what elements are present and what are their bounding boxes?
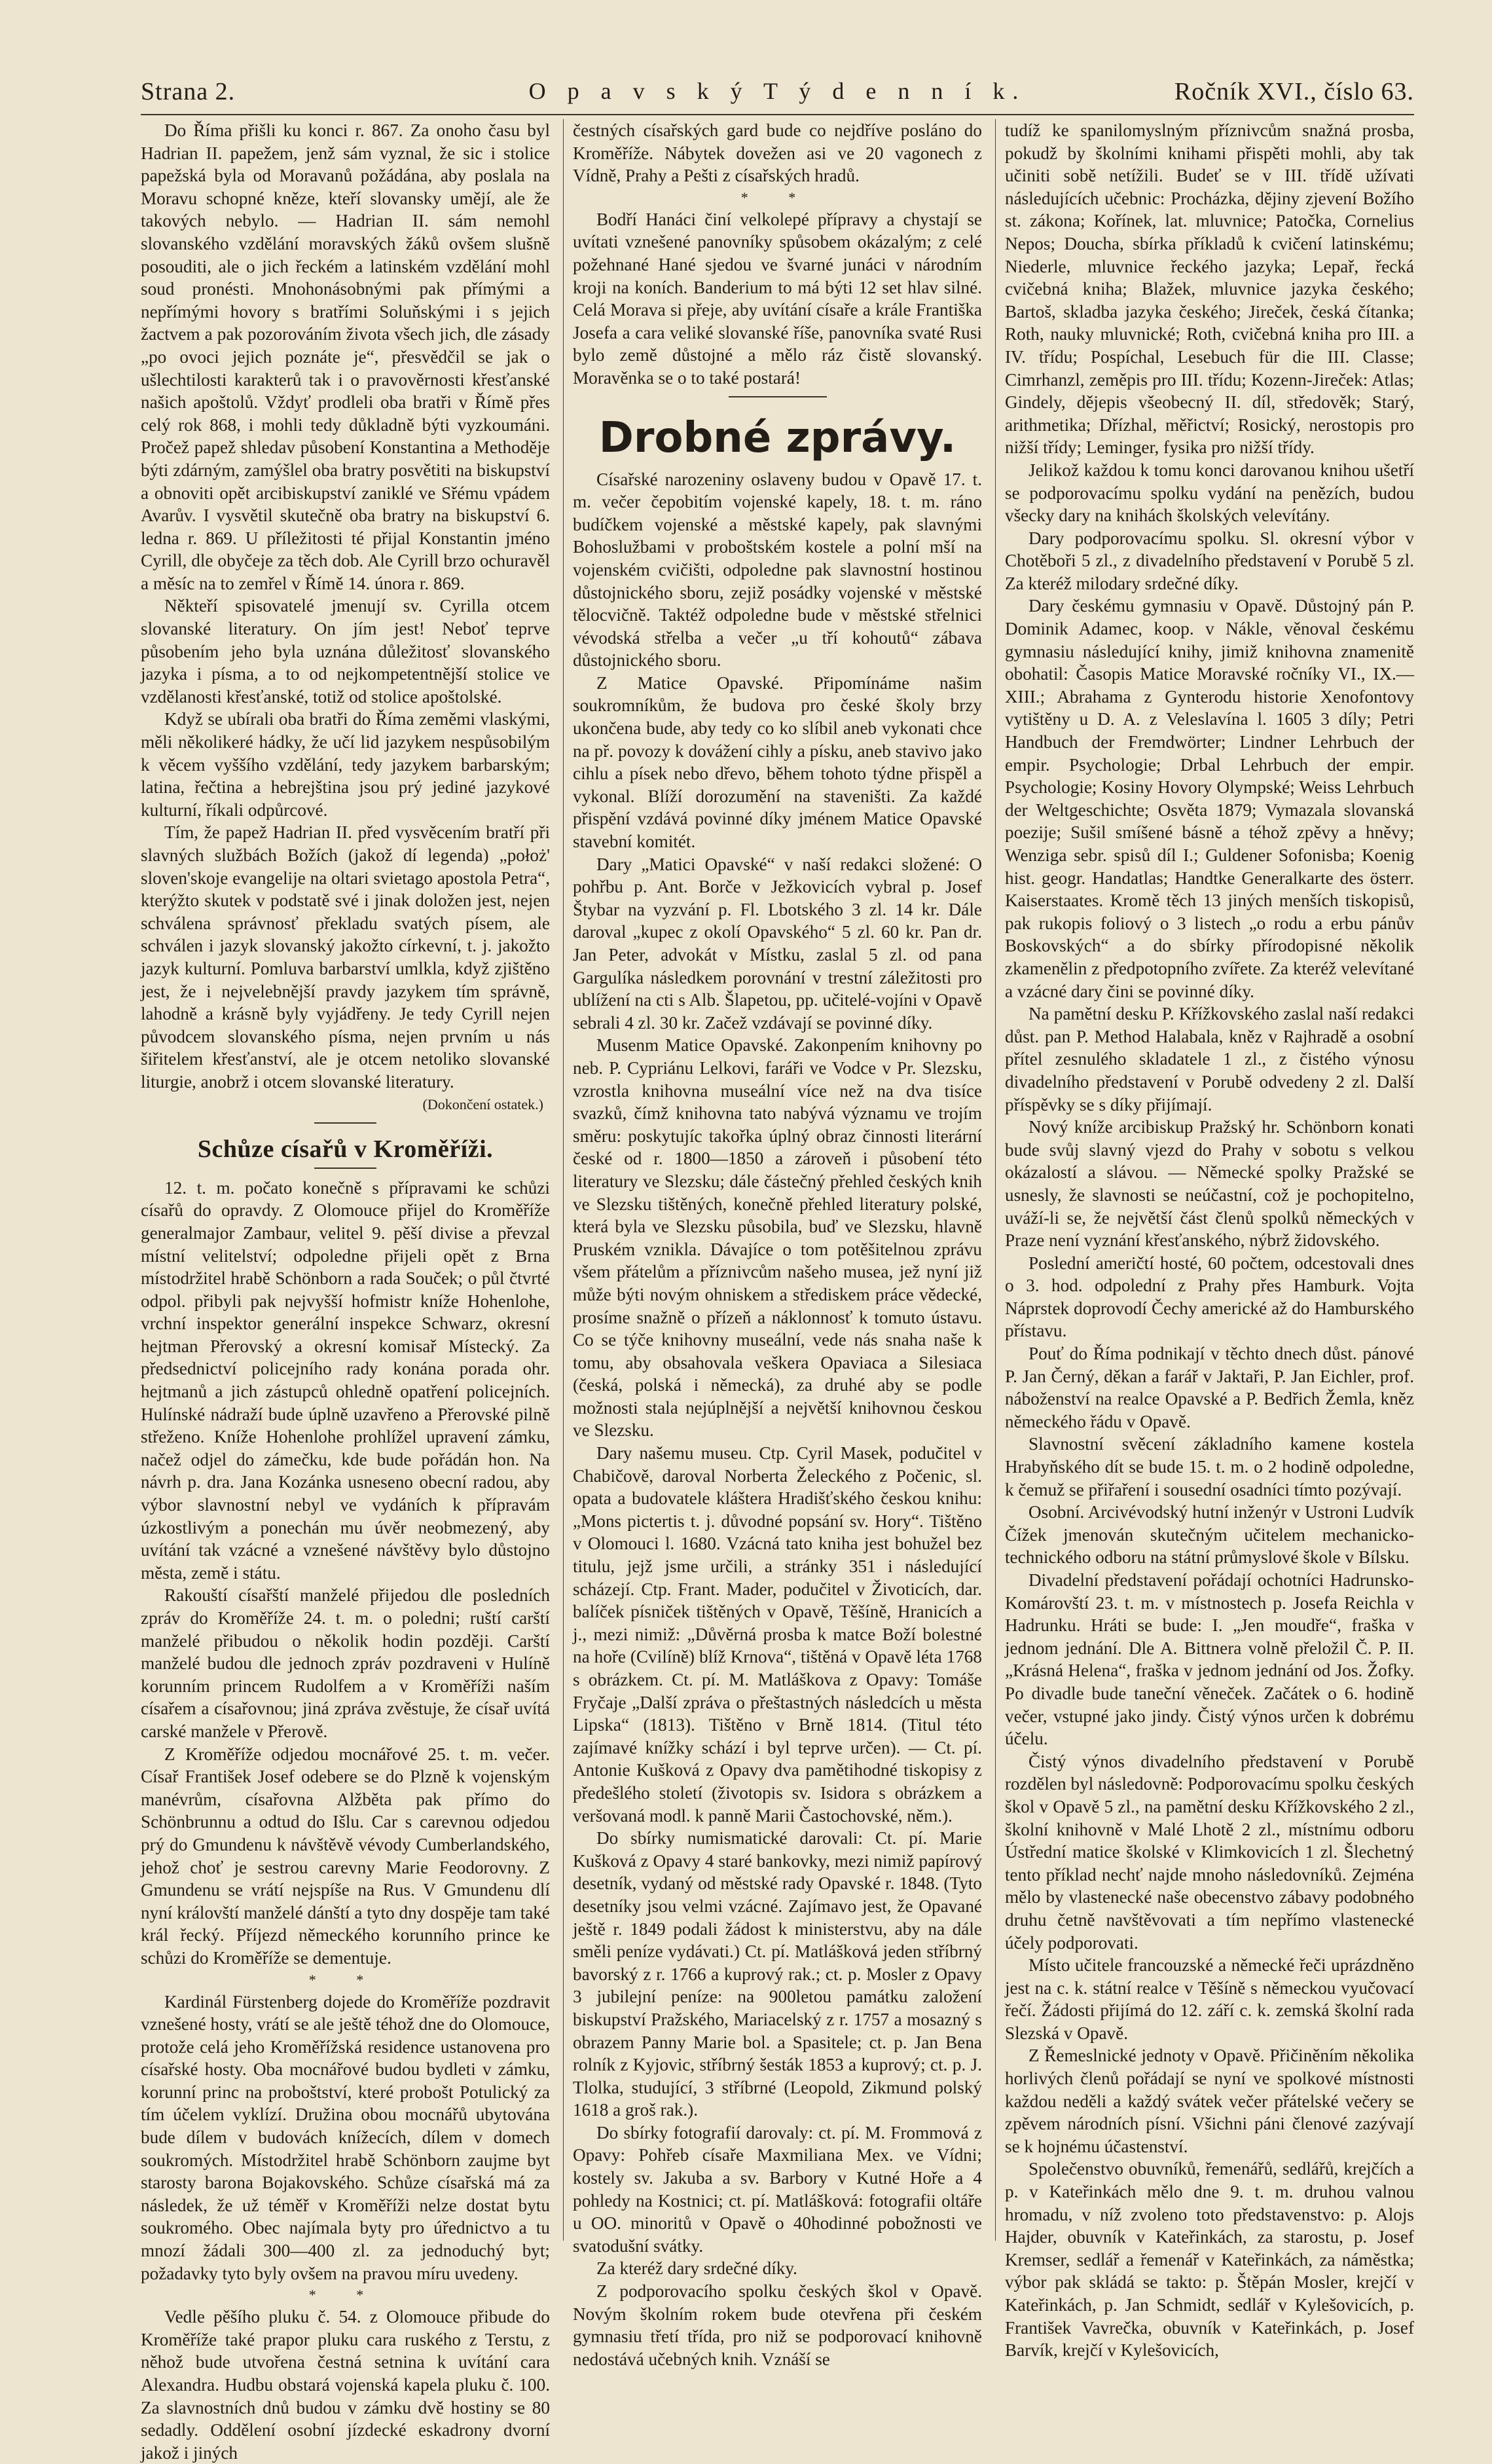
news-item: Dary našemu museu. Ctp. Cyril Masek, podučitel v Chabičově, daroval Norberta Želeckého z Počenic, sl. opata a budovatele kláštera Hradišťského českou knihu: „Mons pictertis t. j. důvodné popsání sv. Hory“. Tištěno v Olomouci l. 1680. Vzácná tato kniha jest bohužel bez titulu, jejž jsme určili, a stránky 351 i následující scházejí. Ctp. Frant. Mader, podučitel v Životicích, dar. balíček písniček tištěných v Opavě, Těšíně, Hranicích a j., mezi nimiž: „Důvěrná prosba k matce Boží bolestné na hoře (Cvilíně) blíž Krnova“, tištěná v Opavě léta 1768 s obrázkem. Ct. pí. M. Matláškova z Opavy: Tomáše Fryčaje „Další zpráva o přeštastných následcích u města Lipska“ (1813). Tištěno v Brně 1814. (Titul této zajímavé knížky schází i byl teprve určen). — Ct. pí. Antonie Kušková z Opavy dva pamětihodné tiskopisy z předešlého století (životopis sv. Isidora s obrázkem a veršovaná modl. k panně Marii Častochovské, něm.). [573,1443,982,1826]
news-item: Dary podporovacímu spolku. Sl. okresní výbor v Chotěboři 5 zl., z divadelního představení v Porubě 5 zl. Za kteréž milodary srdečné díky. [1005,528,1414,593]
column-divider [563,119,564,2241]
news-item: Nový kníže arcibiskup Pražský hr. Schönborn konati bude svůj slavný vjezd do Prahy v sobotu s velkou okázalostí a slávou. — Německé spolky Pražské se usnesly, že slavnosti se neúčastní, což je pochopitelno, uváží-li se, že největší část členů spolků německých v Praze není vyznání křesťanského, nýbrž židovského. [1005,1117,1414,1251]
news-item: Z podporovacího spolku českých škol v Opavě. Novým školním rokem bude otevřena při českém gymnasiu třetí třída, pro niž se podporovací knihovně nedostává učebných knih. Vznáší se [573,2281,982,2369]
masthead [141,77,1414,117]
news-item: Poslední američtí hosté, 60 počtem, odcestovali dnes o 3. hod. odpolední z Prahy přes Hamburk. Vojta Náprstek doprovodí Čechy americké až do Hamburského přístavu. [1005,1253,1414,1341]
news-item: Společenstvo obuvníků, řemenářů, sedlářů, krejčích a p. v Kateřinkách mělo dne 9. t. m. druhou valnou hromadu, v níž zvoleno toto představenstvo: p. Alojs Hajder, obuvník v Kateřinkách, za starostu, p. Josef Kremser, sedlář a řemenář v Kateřinkách, za náměstka; výbor pak skládá se takto: p. Štěpán Mosler, krejčí v Kateřinkách, p. Jan Schmidt, sedlář v Kylešovicích, p. František Vavrečka, obuvník v Kateřinkách, p. Josef Barvík, krejčí v Kylešovicích, [1005,2159,1414,2361]
column-divider [995,119,996,2241]
column-2 [573,119,982,2369]
news-item: Dary českému gymnasiu v Opavě. Důstojný pán P. Dominik Adamec, koop. v Nákle, věnoval českému gymnasiu následující knihy, jimiž knihovna znamenitě obohatil: Časopis Matice Moravské ročníky VI., IX.—XIII.; Abrahama z Gynterodu historie Xenofontovy vytištěny u D. A. z Veleslavína l. 1605 3 díly; Petri Handbuch der Fremdwörter; Lindner Lehrbuch der empir. Psychologie; Drbal Lehrbuch der empir. Psychologie; Kosiny Hovory Olympské; Weiss Lehrbuch der Weltgeschichte; Osvěta 1879; Vymazala slovanská poezije; Sušil smíšené básně a téhož zpěvy a hněvy; Wenziga sebr. spisů díl I.; Guldener Sofonisba; Koenig hist. geogr. Handatlas; Handtke Generalkarte des österr. Kaiserstaates. Kromě těch 13 jiných menších tiskopisů, pak rukopis foliový o 3 listech „o rodu a erbu pánův Boskovských“ a do sbírky přírodopisné několik zkamenělin z předpotopního zvířete. Za kteréž velevítané a vzácné dary čini se povinné díky. [1005,596,1414,1001]
article-paragraph: Vedle pěšího pluku č. 54. z Olomouce přibude do Kroměříže také prapor pluku cara ruského z Terstu, z něhož bude utvořena čestná setnina k uvítání cara Alexandra. Hudbu obstará vojenská kapela pluku č. 100. Za slavnostních dnů budou v zámku dvě hostiny se 80 sedadly. Oddělení osobní jízdecké eskadrony dvorní jakož i jiných [141,2307,550,2463]
headline-drobne-zpravy: Drobné zprávy. [598,413,956,462]
asterism: * * [308,2287,382,2304]
article-paragraph: Někteří spisovatelé jmenují sv. Cyrilla otcem slovanské literatury. On jím jest! Neboť teprve působením jeho byla uznána důležitosť slovanského jazyka i písma, a to od nejkompetentnější stolice ve vzdělanosti křesťanské, totiž od stolice apoštolské. [141,596,550,707]
news-item: Divadelní představení pořádají ochotníci Hadrunsko-Komárovští 23. t. m. v místnostech p. Josefa Reichla v Hadrunku. Hráti se bude: I. „Jen moudře“, fraška v jednom jednání. Dle A. Bittnera volně přeložil Č. P. II. „Krásná Helena“, fraška v jednom jednání od Jos. Žofky. Po divadle bude taneční věneček. Začátek o 6. hodině večer, vstupné jako jindy. Čistý výnos určen k dobrému účelu. [1005,1570,1414,1749]
article-paragraph: čestných císařských gard bude co nejdříve posláno do Kroměříže. Nábytek dovežen asi ve 20 vagonech z Vídně, Prahy a Pešti z císařských hradů. [573,120,982,186]
news-item: tudíž ke spanilomyslným příznivcům snažná prosba, pokudž by školními knihami přispěti mohli, aby tak učiniti sobě netížili. Budeť se v III. třídě užívati následujících učebnic: Procházka, dějiny zjevení Božího st. zákona; Kořínek, lat. mluvnice; Patočka, Cornelius Nepos; Doucha, sbírka příkladů k cvičení latinskému; Niederle, mluvnice řeckého jazyka; Lepař, řecká cvičebná kniha; Blažek, mluvnice jazyka českého; Bartoš, skladba jazyka českého; Jireček, česká čítanka; Roth, nauky mluvnické; Roth, cvičebná kniha pro III. a IV. třídu; Pospíchal, Lesebuch für die III. Classe; Cimrhanzl, zeměpis pro III. třídu; Kozenn-Jireček: Atlas; Gindely, dějepis všeobecný II. díl, středověk; Starý, arithmetika; Dřízhal, měřictví; Rosický, nerostopis pro nižší třídy; Leminger, fysika pro nižší třídy. [1005,120,1414,458]
news-item: Osobní. Arcivévodský hutní inženýr v Ustroni Ludvík Čížek jmenován skutečným učitelem mechanicko-technického odboru na státní průmyslové škole v Bílsku. [1005,1502,1414,1568]
article-paragraph: Z Kroměříže odjedou mocnářové 25. t. m. večer. Císař František Josef odebere se do Plzně k vojenským manévrům, císařovna Alžběta pak přímo do Schönbrunnu a odtud do Išlu. Car s carevnou odjedou prý do Gmundenu k návštěvě vévody Cumberlandského, jehož choť je sestrou carevny Marie Feodorovny. Z Gmundenu se vrátí nejspíše na Rus. V Gmundenu dlí nyní královští manželé dánští a tyto dny dospěje tam také král řecký. Příjezd německého korunního prince ke schůzi do Kroměříže se dementuje. [141,1744,550,1968]
article-paragraph: Tím, že papež Hadrian II. před vysvěcením bratří při slavných službách Božích (jakož dí legenda) „położ' sloven'skoje evangelije na oltari svietago apostola Petra“, kterýžto skutek v podstatě své i jinak doložen jest, nejen schválena správnosť překladu svatých písem, ale schválen i jazyk slovanský jakožto církevní, t. j. jakožto jazyk kulturní. Pomluva barbarství umlkla, když zjištěno jest, že i nejvelebnější pravdy jazykem tím správně, lahodně a krásně byly vyjádřeny. Je tedy Cyrill nejen původcem slovanského písma, nejen prvním u nás šiřitelem křesťanství, ale je otcem netoliko slovanské liturgie, anobrž i otcem slovanské literatury. [141,822,550,1092]
news-item: Pouť do Říma podnikají v těchto dnech důst. pánové P. Jan Černý, děkan a farář v Jaktaři, P. Jan Eichler, prof. náboženství na realce Opavské a P. Bedřich Žemla, kněz německého řádu v Opavě. [1005,1344,1414,1431]
column-3 [1005,119,1414,2361]
article-paragraph: Kardinál Fürstenberg dojede do Kroměříže pozdravit vznešené hosty, vrátí se ale ještě téhož dne do Olomouce, protože celá jeho Kroměřížská residence ustanovena pro císařské hosty. Oba mocnářové budou bydleti v zámku, korunní princ na proboštství, které probošt Potulický za tím účelem vyklízí. Družina obou mocnářů ubytována bude dílem v budovách knížecích, dílem v domech soukromých. Místodržitel hrabě Schönborn zaujme byt starosty barona Bojakovského. Schůze císařská má za následek, že už téměř v Kroměříži nelze dostat bytu soukromého. Obec najímala byty pro úřednictvo a tu mnozí žádali 300—400 zl. za jednoduchý byt; požadavky tyto byly ovšem na pravou míru uvedeny. [141,1991,550,2283]
news-item: Z Řemeslnické jednoty v Opavě. Přičiněním několika horlivých členů pořádají se nyní ve spolkové místnosti každou neděli a každý svátek večer přátelské večery se zpěvem národních písní. Všichni páni členové zazývají se k hojnému účastenství. [1005,2046,1414,2156]
article-paragraph: Rakouští císařští manželé přijedou dle posledních zpráv do Kroměříže 24. t. m. o poledni; ruští carští manželé přibudou o několik hodin později. Carští manželé budou dle jednoch zpráv pozdraveni v Hulíně korunním princem Rudolfem a v Kroměříži naším císařem a císařovnou; jiná zpráva zvěstuje, že císař uvítá carské manžele v Přerově. [141,1585,550,1741]
news-item: Slavnostní svěcení základního kamene kostela Hrabyňského dít se bude 15. t. m. o 2 hodině odpoledne, k čemuž se přiřaření i sousední osadníci tímto pozývají. [1005,1434,1414,1499]
headline-schuze-cisaru: Schůze císařů v Kroměříži. [197,1135,494,1164]
section-divider [314,1122,376,1124]
article-paragraph: Bodří Hanáci činí velkolepé přípravy a chystají se uvítati vznešené panovníky spůsobem okázalým; z celé požehnané Hané sjedou ve švarné junáci v národním kroji na koních. Banderium to má býti 12 set hlav silné. Celá Morava si přeje, aby uvítání císaře a krále Františka Josefa a cara veliké slovanské říše, panovníka svaté Rusi bylo země důstojné a mělo ráz čistě slovanský. Moravěnka se o to také postará! [573,209,982,388]
issue-number: Ročník XVI., číslo 63. [1174,78,1414,105]
article-paragraph: Když se ubírali oba bratři do Říma zeměmi vlaskými, měli několikeré hádky, že učí lid jazykem nespůsobilým k věcem vyššího vzdělání, tedy jazykem barbarským; latina, řečtina a hebrejština jsou prý jediné jazykové kulturní, říkali odpůrcové. [141,709,550,820]
news-item: Za kteréž dary srdečné díky. [596,2258,797,2279]
asterism: * * [308,1971,382,1988]
news-item: Musenm Matice Opavské. Zakonpením knihovny po neb. P. Cypriánu Lelkovi, faráři ve Vodce v Pr. Slezsku, vzrostla knihovna museální více než na dva tisíce svazků, čímž knihovna tato nabývá významu ve trojím směru: poskytujíc takořka úplný obraz činnosti literární české od r. 1800—1850 a zároveň i působení této literatury ve Slezsku; dále částečný přehled českých knih ve Slezsku tištěných, konečně přehled literatury polské, která byla ve Slezsku působila, buď ve Slezsku, hlavně Pruském vznikla. Dávajíce o tom potěšitelnou zprávu všem přátelům a příznivcům našeho musea, jež nyní již může býti novým ohniskem a střediskem práce vědecké, prosíme snažně o přízeň a náklonnosť k tomuto ústavu. Co se týče knihovny museální, vede nás snaha naše k tomu, aby obsahovala veškera Opaviaca a Silesiaca (česká, polská i německá), za druhé aby se podle možnosti stala nejúplnější a největší knihovnou českou ve Slezsku. [573,1035,982,1441]
news-item: Místo učitele francouzské a německé řeči uprázdněno jest na c. k. státní realce v Těšíně s německou vyučovací řečí. Žádosti přijímá do 12. září c. k. zemská školní rada Slezská v Opavě. [1005,1955,1414,2043]
continuation-note: (Dokončení ostatek.) [422,1095,543,1112]
section-divider [314,1168,376,1169]
news-item: Z Matice Opavské. Připomínáme našim soukromníkům, že budova pro české školy brzy ukončena bude, aby tedy co ko slíbil aneb vykonati chce na př. povozy k dovážení cihly a písku, aneb stavivo jako cihlu a písek nebo dřevo, během tohoto týdne přispěl a vykonal. Blíží dorozumění na staveništi. Za každé přispění vzdává povinné díky jménem Matice Opavské stavební komitét. [573,672,982,852]
news-item: Do sbírky numismatické darovali: Ct. pí. Marie Kušková z Opavy 4 staré bankovky, mezi nimiž papírový desetník, vydaný od městské rady Opavské r. 1848. (Tyto desetníky jsou velmi vzácné. Zajímavo jest, že Opavané ještě r. 1849 podali žádost k ministerstvu, aby na dále směli peníze vydávati.) Ct. pí. Matlášková jeden stříbrný bavorský z r. 1766 a kuprový rak.; ct. p. Mosler z Opavy 3 jubilejní peníze: na 900letou památku založení biskupství Pražského, Mariacelský z r. 1757 a mosazný s obrazem Panny Marie bol. a Spasitele; ct. p. Jan Bena rolník z Kyjovic, stříbrný šesták 1853 a kuprový; ct. p. J. Tlolka, studující, 3 stříbrné (Leopold, Zikmund polský 1618 a groš rak.). [573,1828,982,2120]
news-item: Jelikož každou k tomu konci darovanou knihou ušetří se podporovacímu spolku vydání na penězích, budou všecky dary na knihách školských velevítány. [1005,460,1414,526]
news-item: Císařské narozeniny oslaveny budou v Opavě 17. t. m. večer čepobitím vojenské kapely, 18. t. m. ráno budíčkem vojenské a městské kapely, pak slavnými Bohoslužbami v proboštském kostele a polní mší na vojenském cvičišti, odpoledne pak slavnostní hostinou důstojnického sboru, zejiž posádky vojenské v městské tělocvičně. Taktéž odpoledne bude v městské střelnici vévodská střelba a večer „u tří kohoutů“ zábava důstojnického sboru. [573,469,982,671]
news-item: Dary „Matici Opavské“ v naší redakci složené: O pohřbu p. Ant. Borče v Ježkovicích vybral p. Josef Štybar na vyzvání p. Fl. Lbotského 3 zl. 14 kr. Dále daroval „kupec z okolí Opavského“ 5 zl. 60 kr. Pan dr. Jan Peter, advokát v Místku, zaslal 5 zl. od pana Gargulíka následkem porovnání v trestní záležitosti pro ublížení na cti s Alb. Šlapetou, pp. učitelé-vojíni v Opavě sebrali 4 zl. 30 kr. Začež vzdávají se povinné díky. [573,854,982,1033]
asterism: * * [740,189,814,206]
header-rule [141,114,1414,115]
news-item: Do sbírky fotografií darovaly: ct. pí. M. Frommová z Opavy: Pohřeb císaře Maxmiliana Mex. ve Vídni; kostely sv. Jakuba a sv. Barbory v Kutné Hoře a 4 pohledy na Kostnici; ct. pí. Matlášková: fotografii oltáře u OO. minoritů v Opavě o 40hodinné pobožnosti ve svatodušní svátky. [573,2122,982,2256]
columns [141,119,1417,2463]
article-paragraph: Do Říma přišli ku konci r. 867. Za onoho času byl Hadrian II. papežem, jenž sám vyznal, že sic i stolice papežská byla od Moravanů požádána, aby poslala na Moravu schopné kněze, kteří slovansky umějí, ale že takových nebylo. — Hadrian II. sám nemohl slovanského vzdělání moravských žáků ovšem slušně posouditi, ale o jich řeckém a latinském vzdělání mohl soud pronésti. Mnohonásobnými pak přímými a nepřímými hovory s bratřími Soluňskými i s jejich žactvem a pak pozorováním života všech jich, dle zásady „po ovoci jejich poznáte je“, přesvědčil se jak o ušlechtilosti karakterů tak i o pravověrnosti křesťanské našich apoštolů. Vždyť prodleli oba bratři v Římě přes celý rok 868, i mohli tedy důkladně býti vyzkoumáni. Pročež papež shledav působení Konstantina a Methoděje býti zdárným, zamýšlel oba bratry posvětiti na biskupství a obnoviti opět arcibiskupství zaniklé ve Sřému vpádem Avarův. I vysvětil skutečně oba bratry na biskupství 6. ledna r. 869. U příležitosti té přijal Konstantin jméno Cyrill, dle obyčeje za těch dob. Ale Cyrill brzo ochuravěl a měsíc na to zemřel v Římě 14. února r. 869. [141,120,550,593]
section-divider [729,396,827,397]
page-number: Strana 2. [141,78,236,105]
newspaper-title: O p a v s k ý T ý d e n n í k. [528,78,1027,104]
news-item: Na pamětní desku P. Křížkovského zaslal naší redakci důst. pan P. Method Halabala, kněz v Rajhradě a osobní přítel zesnulého skladatele 1 zl., z čistého výnosu divadelního představení v Porubě odvedeny 2 zl. Další příspěvky se s díky přijímají. [1005,1004,1414,1114]
article-paragraph: 12. t. m. počato konečně s přípravami ke schůzi císařů do opravdy. Z Olomouce přijel do Kroměříže generalmajor Zambaur, velitel 9. pěší divise a převzal místní velitelství; odpoledne přijeli opět z Brna místodržitel hrabě Schönborn a rada Souček; o půl čtvrté odpol. přibyli pak nejvyšší hofmistr kníže Hohenlohe, vrchní inspektor generální inspekce Schwarz, okresní hejtman Přerovský a okresní komisař Místecký. Za předsednictví policejního rady konána porada ohr. hejtmanů a jich zástupců ohledně opatření policejních. Hulínské nádraží bude úplně uzavřeno a Přerovské pilně střeženo. Kníže Hohenlohe prohlížel upravení zámku, načež odjel do zámečku, kde bude pořádán hon. Na návrh p. dra. Jana Kozánka usneseno obecní radou, aby výbor slavnostní nebyl ve vydáních k přípravám úzkostlivým a ponechán mu úvěr neobmezený, aby uvítání tak vzácné a vznešené návštěvy bylo důstojno města, země i státu. [141,1177,550,1583]
news-item: Čistý výnos divadelního představení v Porubě rozdělen byl následovně: Podporovacímu spolku českých škol v Opavě 5 zl., na pamětní desku Křížkovského 2 zl., školní knihovně v Malé Lhotě 2 zl., místnímu odboru Ústřední matice školské v Klimkovicích 1 zl. Šlechetný tento příklad nechť najde mnoho následovníků. Zejména mělo by vlastenecké naše obecenstvo zábavy podobného druhu četně navštěvovati a tím nepřímo vlastenecké účely podporovati. [1005,1751,1414,1953]
column-1 [141,119,550,2463]
